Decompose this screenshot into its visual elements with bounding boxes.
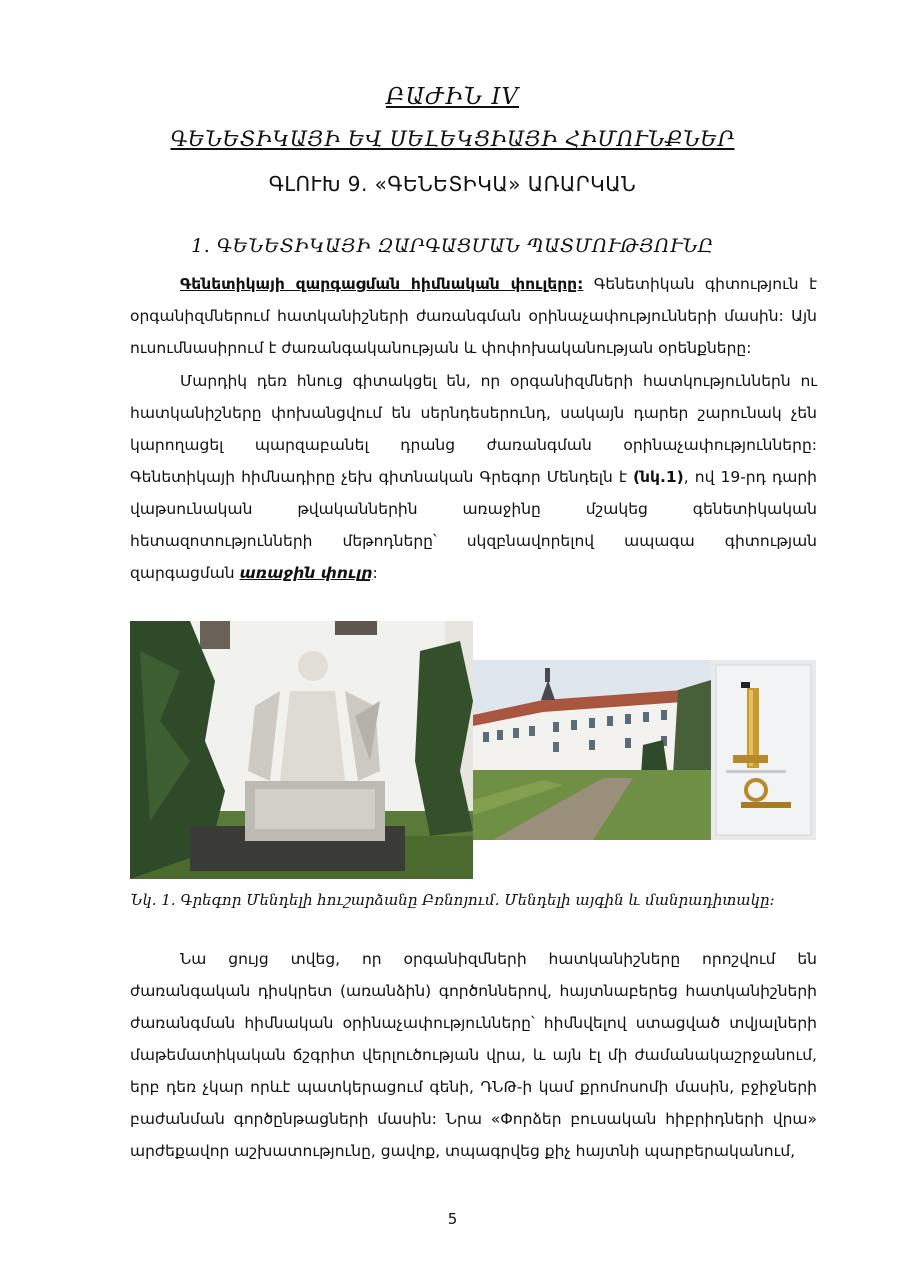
chapter-heading: ԳԼՈՒԽ 9. «ԳԵՆԵՏԻԿԱ» ԱՌԱՐԿԱՆ [268,172,637,196]
paragraph-2-text-b: , ով 19-րդ դարի վաթսունական թվականներին առաջինը մշակեց գենետիկական հետազոտությունների մեթոդները՝ սկզբնավորելով ապագա գիտության զարգացման [130,468,817,582]
section-heading: ԳԵՆԵՏԻԿԱՅԻ ԵՎ ՍԵԼԵԿՑԻԱՅԻ ՀԻՄՈՒՆՔՆԵՐ [170,127,735,151]
paragraph-2 [130,365,817,589]
figure-caption: Նկ. 1. Գրեգոր Մենդելի հուշարձանը Բռնոյում. Մենդելի այգին և մանրադիտակը: [130,891,775,909]
page-number: 5 [447,1210,458,1228]
paragraph-3-text: Նա ցույց տվեց, որ օրգանիզմների հատկանիշները որոշվում են ժառանգական դիսկրետ (առանձին) գործոններով, հայտնաբերեց հատկանիշների ժառանգման հիմնական օրինաչափությունները՝ հիմնվելով ստացված տվյալների մաթեմատիկական ճշգրիտ վերլուծության վրա, և այն էլ մի ժամանակաշրջանում, երբ դեռ չկար որևէ պատկերացում գենի, ԴՆԹ-ի կամ քրոմոսոմի մասին, բջիջների բաժանման գործընթացների մասին: Նրա «Փորձեր բուսական հիբրիդների վրա» արժեքավոր աշխատությունը, ցավոք, տպագրվեց քիչ հայտնի պարբերականում, [130,950,817,1160]
paragraph-2-text-c: : [372,564,378,582]
figure-reference: (նկ.1) [632,468,684,486]
paragraph-1 [130,268,817,364]
subsection-heading: 1. ԳԵՆԵՏԻԿԱՅԻ ԶԱՐԳԱՑՄԱՆ ՊԱՏՄՈՒԹՅՈՒՆԸ [191,235,714,257]
statue-photo [130,621,473,879]
paragraph-1-text: Գենետիկան գիտություն է օրգանիզմներում հատկանիշների ժառանգման օրինաչափությունների մասին: Այն ուսումնասիրում է ժառանգականության և փոփոխականության օրենքները: [130,275,817,357]
paragraph-2-text-a: Մարդիկ դեռ հնուց գիտակցել են, որ օրգանիզմների հատկություններն ու հատկանիշները փոխանցվում են սերնդեսերունդ, սակայն դարեր շարունակ չեն կարողացել պարզաբանել դրանց ժառանգման օրինաչափությունները: Գենետիկայի հիմնադիրը չեխ գիտնական Գրեգոր Մենդելն է [130,372,817,486]
paragraph-lead: Գենետիկայի զարգացման հիմնական փուլերը: [180,275,584,293]
emphasis-first-stage: առաջին փուլը [239,564,373,582]
part-heading: ԲԱԺԻՆ IV [385,84,520,110]
microscope-photo [711,660,816,840]
monastery-garden-photo [473,660,711,840]
paragraph-3 [130,943,817,1167]
